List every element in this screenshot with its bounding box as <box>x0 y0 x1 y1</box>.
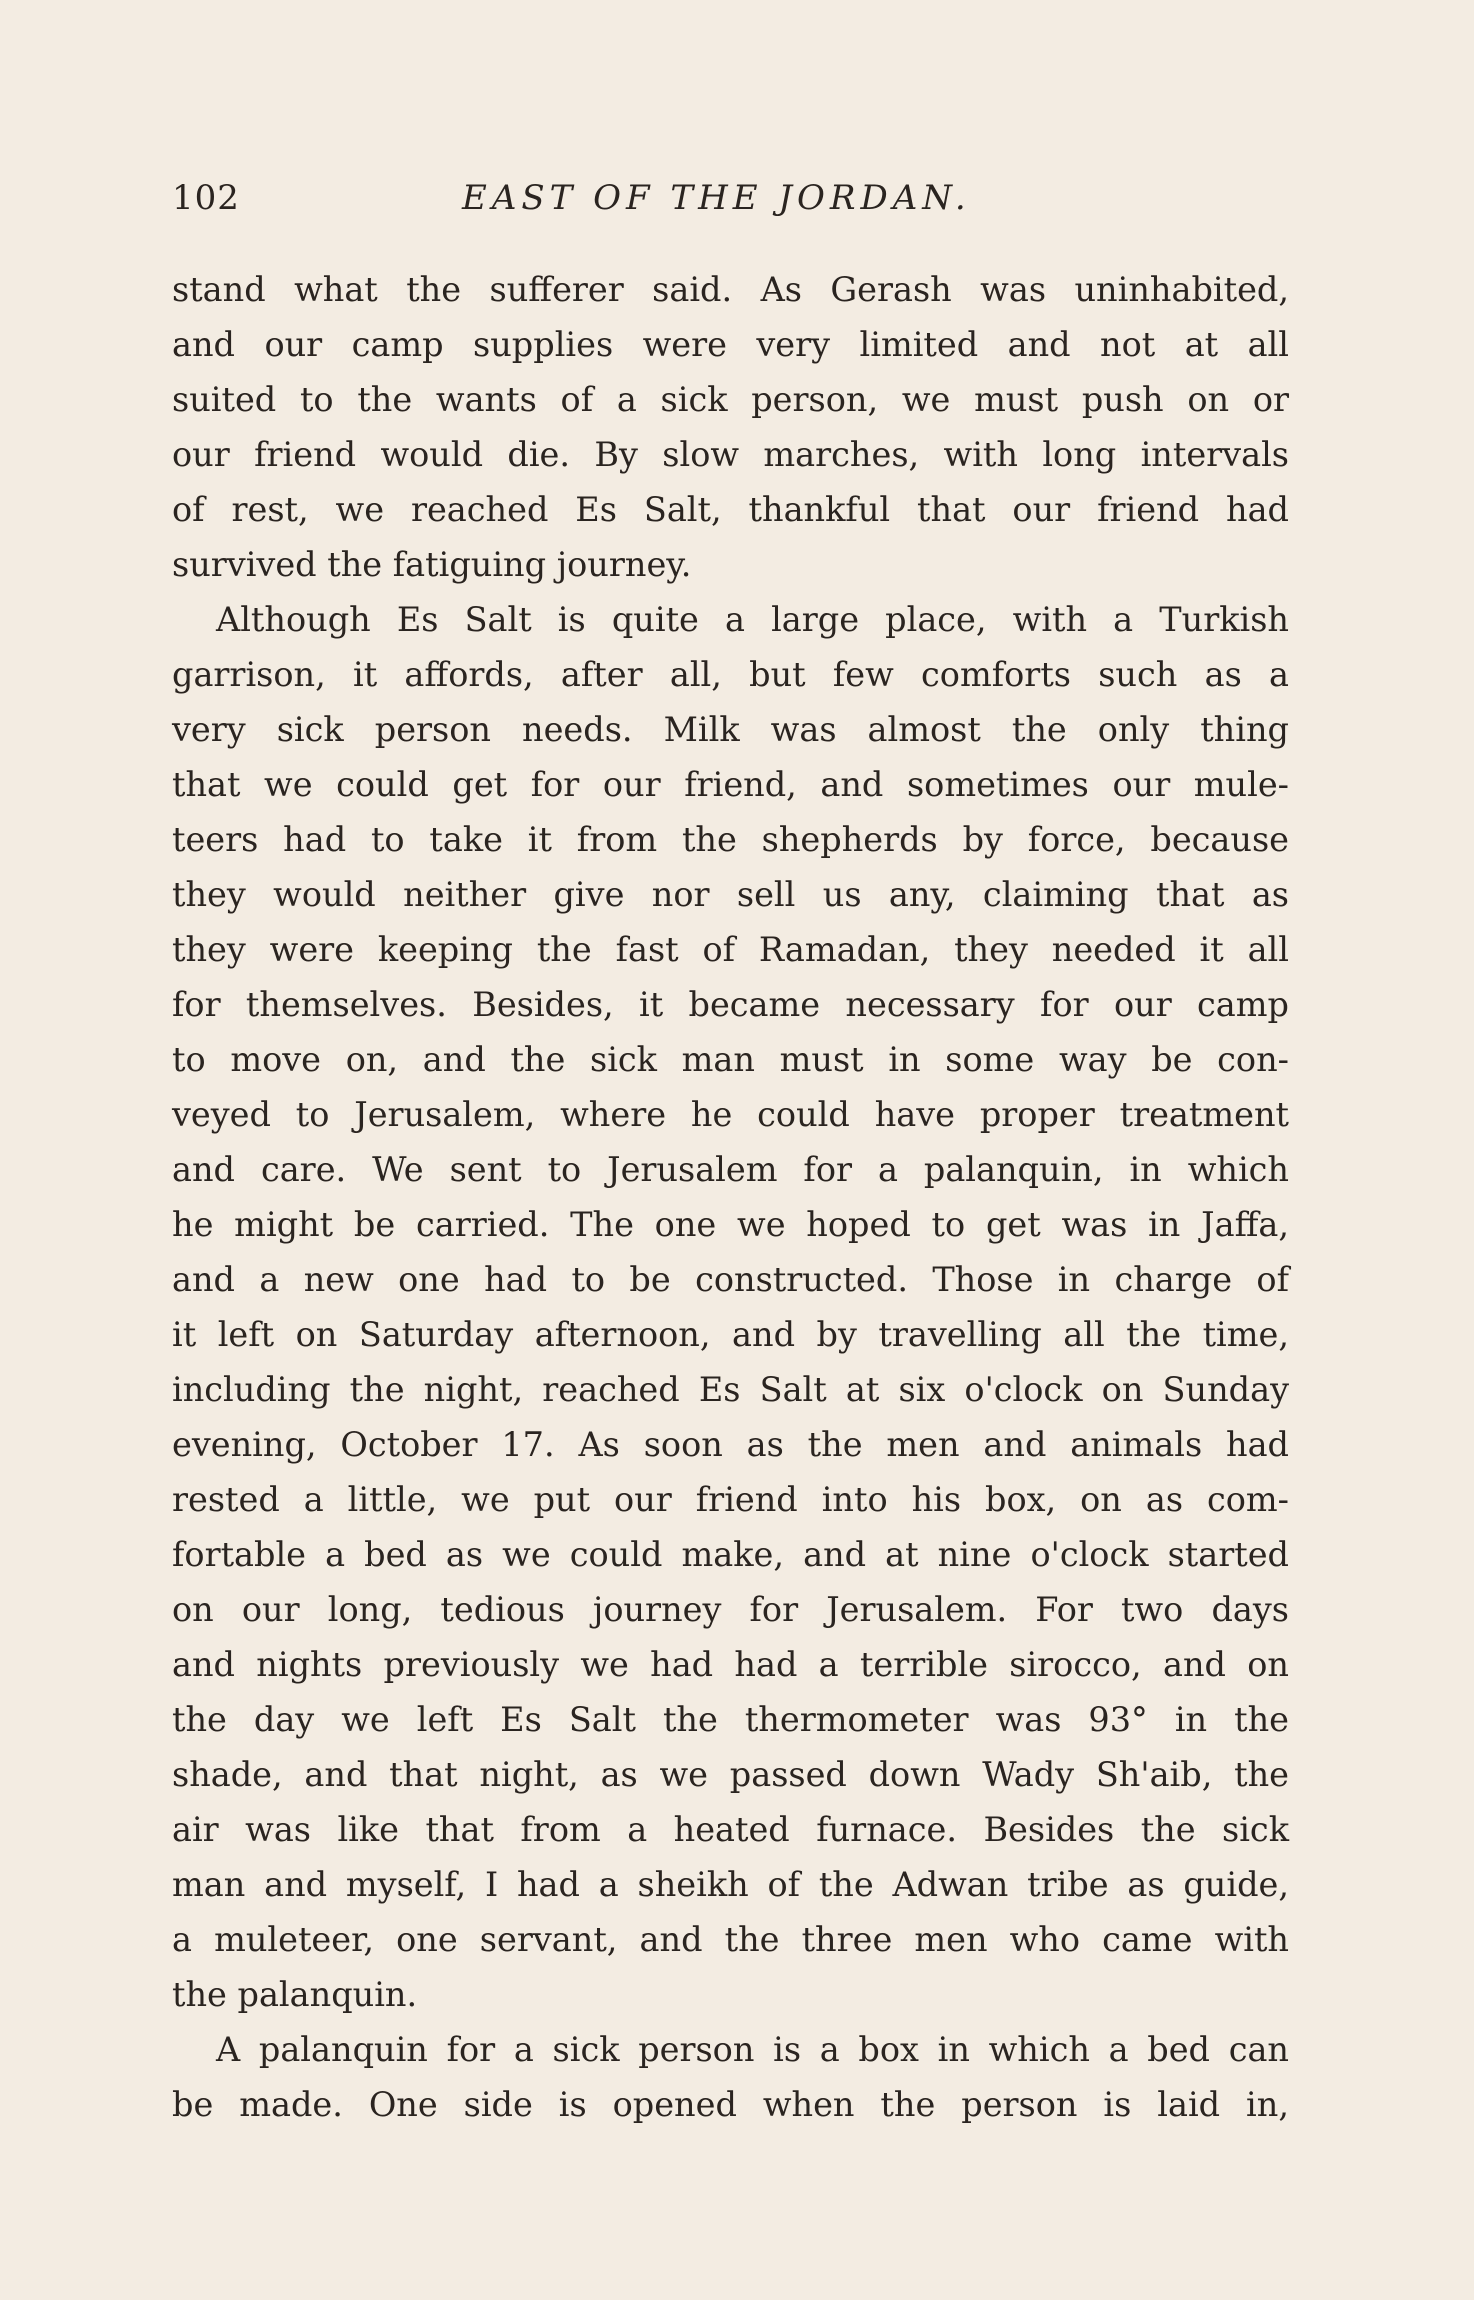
text-line: air was like that from a heated furnace. Besides the sick <box>172 1810 1289 1849</box>
text-line: Although Es Salt is quite a large place, with a Turkish <box>216 600 1289 639</box>
text-line: man and myself, I had a sheikh of the Adwan tribe as guide, <box>172 1865 1289 1904</box>
body-text <box>172 262 1289 2132</box>
text-line: and our camp supplies were very limited and not at all <box>172 325 1289 364</box>
text-line: be made. One side is opened when the person is laid in, <box>172 2085 1289 2124</box>
text-line: for themselves. Besides, it became necessary for our camp <box>172 985 1289 1024</box>
running-head <box>172 178 1289 228</box>
text-line: teers had to take it from the shepherds by force, because <box>172 820 1289 859</box>
text-line: suited to the wants of a sick person, we must push on or <box>172 380 1289 419</box>
text-line: and a new one had to be constructed. Those in charge of <box>172 1260 1289 1299</box>
text-line: it left on Saturday afternoon, and by travelling all the time, <box>172 1315 1289 1354</box>
text-line: including the night, reached Es Salt at six o'clock on Sunday <box>172 1370 1289 1409</box>
text-line: they would neither give nor sell us any, claiming that as <box>172 875 1289 914</box>
text-line: A palanquin for a sick person is a box in which a bed can <box>216 2030 1289 2069</box>
text-line: he might be carried. The one we hoped to get was in Jaffa, <box>172 1205 1289 1244</box>
text-line: fortable a bed as we could make, and at nine o'clock started <box>172 1535 1289 1574</box>
page-number: 102 <box>172 178 240 218</box>
text-line: to move on, and the sick man must in some way be con- <box>172 1040 1289 1079</box>
text-line: evening, October 17. As soon as the men and animals had <box>172 1425 1289 1464</box>
text-line: our friend would die. By slow marches, with long intervals <box>172 435 1289 474</box>
text-line: they were keeping the fast of Ramadan, they needed it all <box>172 930 1289 969</box>
text-line: garrison, it affords, after all, but few comforts such as a <box>172 655 1289 694</box>
text-line: of rest, we reached Es Salt, thankful that our friend had <box>172 490 1289 529</box>
text-line: very sick person needs. Milk was almost the only thing <box>172 710 1289 749</box>
text-line: and care. We sent to Jerusalem for a palanquin, in which <box>172 1150 1289 1189</box>
text-line: a muleteer, one servant, and the three men who came with <box>172 1920 1289 1959</box>
text-line: the day we left Es Salt the thermometer was 93° in the <box>172 1700 1289 1739</box>
running-title: EAST OF THE JORDAN. <box>462 178 971 218</box>
text-line: veyed to Jerusalem, where he could have proper treatment <box>172 1095 1289 1134</box>
text-line: the palanquin. <box>172 1975 418 2014</box>
text-line: and nights previously we had had a terrible sirocco, and on <box>172 1645 1289 1684</box>
text-line: that we could get for our friend, and sometimes our mule- <box>172 765 1289 804</box>
text-line: stand what the sufferer said. As Gerash was uninhabited, <box>172 270 1289 309</box>
text-line: rested a little, we put our friend into his box, on as com- <box>172 1480 1289 1519</box>
text-line: survived the fatiguing journey. <box>172 545 692 584</box>
text-line: shade, and that night, as we passed down Wady Sh'aib, the <box>172 1755 1289 1794</box>
text-line: on our long, tedious journey for Jerusalem. For two days <box>172 1590 1289 1629</box>
